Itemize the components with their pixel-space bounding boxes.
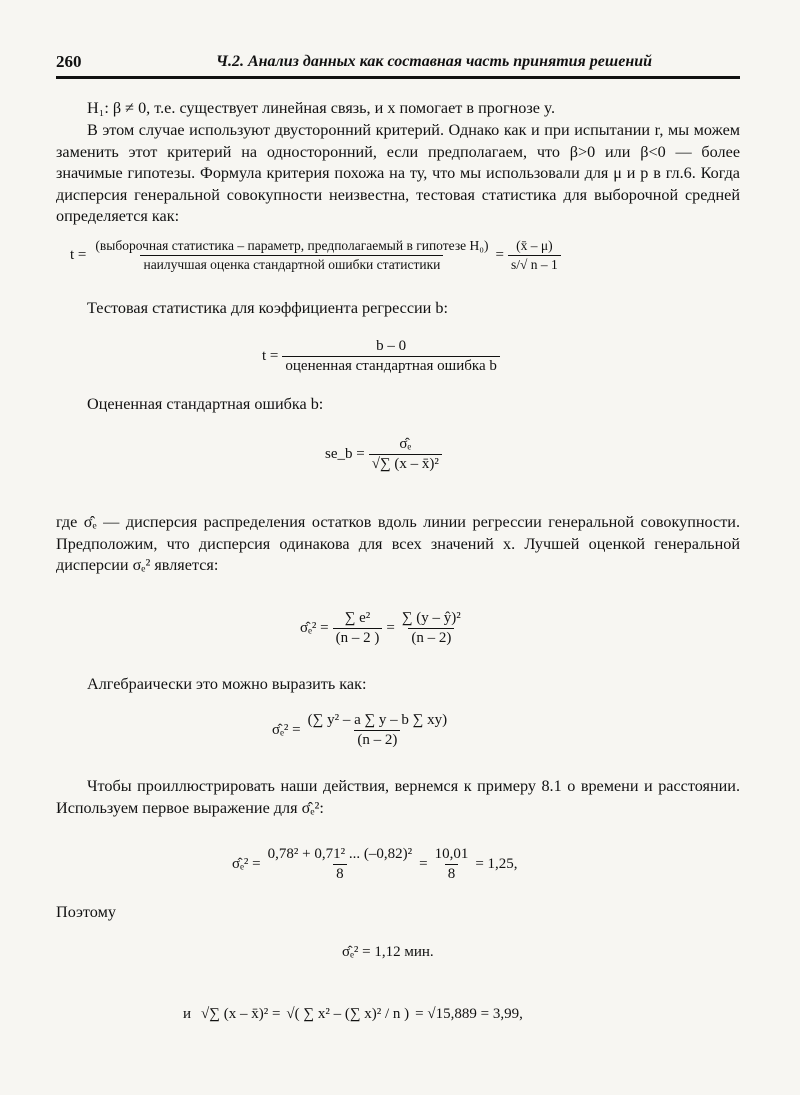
formula-sum-mid: √( ∑ x² – (∑ x)² / n ): [286, 1006, 410, 1022]
equals-sign: =: [386, 620, 395, 636]
formula-t-b: [262, 338, 500, 375]
fraction-numerator: (выборочная статистика – параметр, предполагаемый в гипотезе H₀): [95, 238, 489, 253]
fraction-denominator: (n – 2): [408, 628, 454, 647]
formula-algebraic-variance: [272, 712, 450, 749]
fraction-numerator: (∑ y² – a ∑ y – b ∑ xy): [307, 712, 448, 728]
page-header: [56, 52, 740, 79]
running-title: Ч.2. Анализ данных как составная часть принятия решений: [216, 53, 652, 70]
formula-variance-lhs: σ̂ₑ² =: [300, 620, 329, 636]
fraction-denominator: (n – 2): [354, 730, 400, 749]
paragraph-test-statistic-b: Тестовая статистика для коэффициента регрессии b:: [87, 299, 448, 317]
paragraph-therefore: Поэтому: [56, 903, 116, 921]
formula-se-lhs: se_b =: [325, 446, 365, 462]
fraction-denominator: √∑ (x – x̄)²: [369, 454, 442, 473]
fraction-se: [369, 436, 442, 473]
fraction-numerator: b – 0: [376, 338, 407, 354]
fraction-mean: [508, 238, 561, 273]
page-number: 260: [56, 52, 82, 71]
fraction-sum-e: [333, 610, 383, 647]
fraction-b: [282, 338, 499, 375]
paragraph-two-sided-test: В этом случае используют двусторонний критерий. Однако как и при испытании r, мы можем заменить этот критерий на односторонний, если предполагаем, что β>0 или β<0 — более значимые гипотезы. Формула критерия похожа на ту, что мы использовали для μ и p в гл.6. Когда дисперсия генеральной совокупности неизвестна, тестовая статистика для выборочной средней определяется как:: [56, 121, 740, 225]
formula-numeric-variance: [232, 846, 518, 883]
equals-sign: =: [419, 856, 428, 872]
formula-sum-result: = √15,889 = 3,99,: [415, 1006, 523, 1022]
fraction-general: [92, 238, 491, 273]
fraction-numerator: (x̄ – μ): [516, 238, 553, 253]
hypothesis-h1: H₁: β ≠ 0, т.е. существует линейная связь, и x помогает в прогнозе y.: [87, 99, 556, 117]
fraction-numerator: 0,78² + 0,71² ... (–0,82)²: [267, 846, 413, 862]
formula-variance-value-text: σ̂ₑ² = 1,12 мин.: [342, 944, 434, 960]
formula-t-lhs: t =: [262, 348, 279, 364]
formula-variance-estimate: [300, 610, 464, 647]
paragraph-residual-variance: где σ̂ₑ — дисперсия распределения остатков вдоль линии регрессии генеральной совокупности. Предположим, что дисперсия одинакова для всех значений x. Лучшей оценкой генеральной дисперсии σₑ² является:: [56, 513, 740, 574]
fraction-denominator: наилучшая оценка стандартной ошибки статистики: [140, 255, 443, 273]
fraction-denominator: 8: [445, 864, 459, 883]
fraction-denominator: 8: [333, 864, 347, 883]
formula-sum-squares: [183, 1006, 523, 1023]
fraction-total: [432, 846, 472, 883]
fraction-denominator: оцененная стандартная ошибка b: [282, 356, 499, 375]
formula-sum-lhs: √∑ (x – x̄)² =: [201, 1006, 281, 1022]
formula-t-mean: [70, 238, 750, 273]
fraction-denominator: s/√ n – 1: [508, 255, 561, 273]
formula-se-b: [325, 436, 442, 473]
fraction-numerator: ∑ (y – ŷ)²: [401, 610, 461, 626]
formula-t-lhs: t =: [70, 247, 87, 263]
formula-numeric-result: = 1,25,: [475, 856, 518, 872]
paragraph-example: Чтобы проиллюстрировать наши действия, вернемся к примеру 8.1 о времени и расстоянии. Используем первое выражение для σ̂ₑ²:: [56, 777, 740, 817]
fraction-sum-y: [399, 610, 464, 647]
fraction-denominator: (n – 2 ): [333, 628, 383, 647]
formula-numeric-lhs: σ̂ₑ² =: [232, 856, 261, 872]
fraction-numerator: σ̂ₑ: [399, 436, 412, 452]
paragraph-standard-error: Оцененная стандартная ошибка b:: [87, 395, 324, 413]
fraction-numerator: ∑ e²: [344, 610, 371, 626]
fraction-numeric: [265, 846, 415, 883]
paragraph-algebraic: Алгебраически это можно выразить как:: [87, 675, 367, 693]
formula-prefix: и: [183, 1006, 192, 1022]
formula-variance-value: [342, 944, 434, 961]
fraction-algebraic: [305, 712, 450, 749]
fraction-numerator: 10,01: [434, 846, 469, 862]
equals-sign: =: [495, 247, 504, 263]
formula-algebraic-lhs: σ̂ₑ² =: [272, 722, 301, 738]
